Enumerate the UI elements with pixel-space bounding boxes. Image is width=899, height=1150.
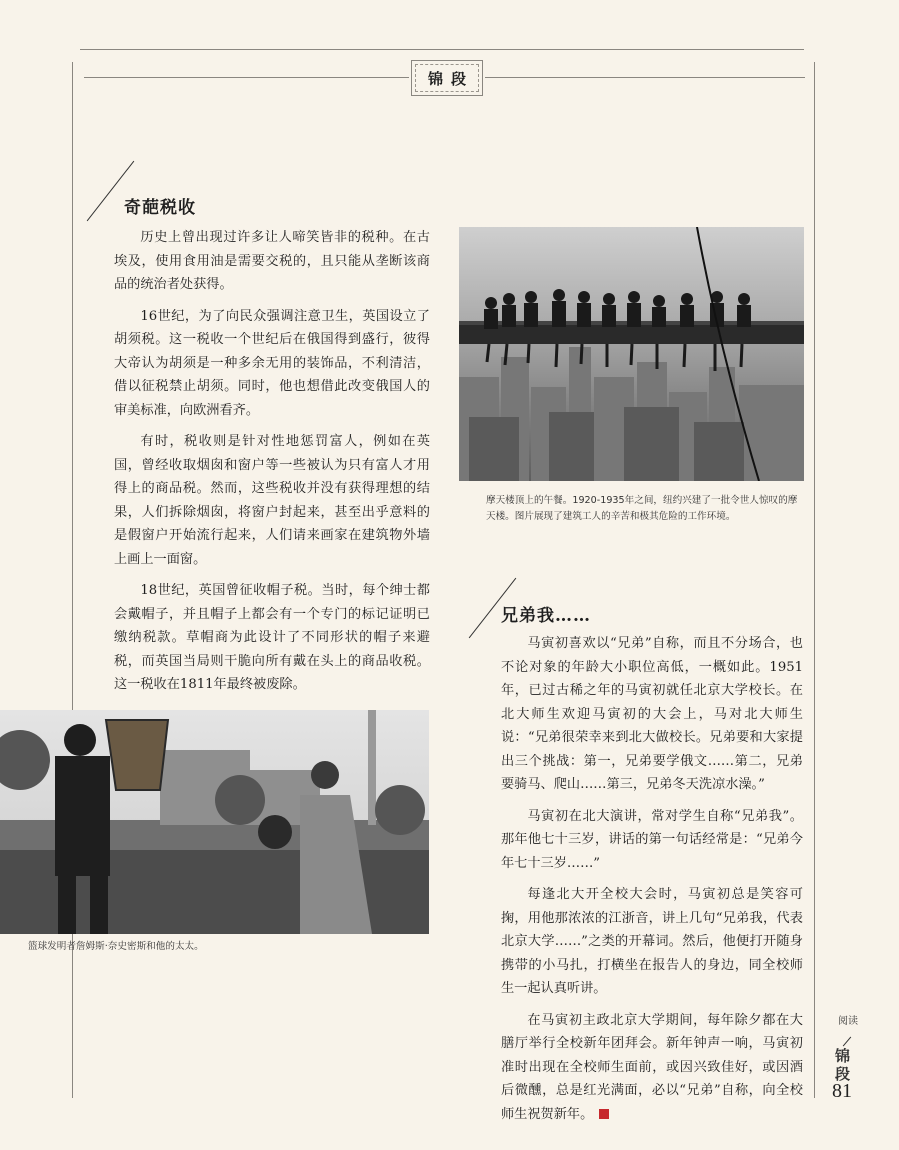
paragraph [501,1009,803,1127]
right-article-body [501,632,803,1134]
top-rule [80,49,804,50]
side-section-name: 锦段 [835,1047,851,1083]
magazine-label: 阅读 [838,1016,858,1027]
paragraph: 16世纪，为了向民众强调注意卫生，英国设立了胡须税。这一税收一个世纪后在俄国得到盛行，彼得大帝认为胡须是一种多余无用的装饰品，不利清洁，借以征税禁止胡须。同时，他也想借此改变俄国人的审美标准，向欧洲看齐。 [114,308,430,418]
section-badge-label: 锦段 [427,69,474,88]
header-rule-left [84,77,409,78]
article-end-mark [599,1109,609,1119]
basketball-photo-caption: 篮球发明者詹姆斯·奈史密斯和他的太太。 [28,941,204,952]
right-article-title: 兄弟我…… [501,606,591,626]
paragraph: 马寅初喜欢以“兄弟”自称，而且不分场合，也不论对象的年龄大小职位高低，一概如此。1951年，已过古稀之年的马寅初就任北京大学校长。在北大师生欢迎马寅初的大会上，马对北大师生说：“兄弟很荣幸来到北大做校长。兄弟要和大家提出三个挑战：第一，兄弟要学俄文……第二，兄弟要骑马、爬山……第三，兄弟冬天洗凉水澡。” [501,636,803,792]
basketball-inventor-photo [0,710,429,934]
left-article-title: 奇葩税收 [124,198,196,218]
left-article-body [114,226,430,705]
paragraph-text: 在马寅初主政北京大学期间，每年除夕都在大膳厅举行全校新年团拜会。新年钟声一响，马寅初准时出现在全校师生面前，或因兴致佳好，或因酒后微醺，总是红光满面，必以“兄弟”自称，向全校师生祝贺新年。 [501,1012,803,1122]
frame-right-rule [814,62,815,1098]
paragraph: 18世纪，英国曾征收帽子税。当时，每个绅士都会戴帽子，并且帽子上都会有一个专门的标记证明已缴纳税款。草帽商为此设计了不同形状的帽子来避税，而英国当局则干脆向所有戴在头上的商品收税。这一税收在1811年最终被废除。 [114,583,430,692]
paragraph: 历史上曾出现过许多让人啼笑皆非的税种。在古埃及，使用食用油是需要交税的，且只能从垄断该商品的统治者处获得。 [114,230,430,292]
paragraph: 每逢北大开全校大会时，马寅初总是笑容可掬，用他那浓浓的江浙音，讲上几句“兄弟我，代表北京大学……”之类的开幕词。然后，他便打开随身携带的小马扎，打横坐在报告人的身边，同全校师生一起认真听讲。 [501,887,803,996]
side-slash-decoration [843,1037,851,1047]
skyscraper-lunch-photo [459,227,804,481]
paragraph: 马寅初在北大演讲，常对学生自称“兄弟我”。那年他七十三岁，讲话的第一句话经常是：“兄弟今年七十三岁……” [501,808,803,871]
header-rule-right [485,77,805,78]
page-number: 81 [832,1080,852,1102]
paragraph: 有时，税收则是针对性地惩罚富人，例如在英国，曾经收取烟囱和窗户等一些被认为只有富人才用得上的商品税。然而，这些税收并没有获得理想的结果，人们拆除烟囱，将窗户封起来，甚至出乎意料的是假窗户开始流行起来，人们请来画家在建筑物外墙上画上一面窗。 [114,434,430,567]
section-badge [411,60,483,96]
skyscraper-photo-caption: 摩天楼顶上的午餐。1920-1935年之间，纽约兴建了一批令世人惊叹的摩天楼。图片展现了建筑工人的辛苦和极其危险的工作环境。 [486,495,798,522]
